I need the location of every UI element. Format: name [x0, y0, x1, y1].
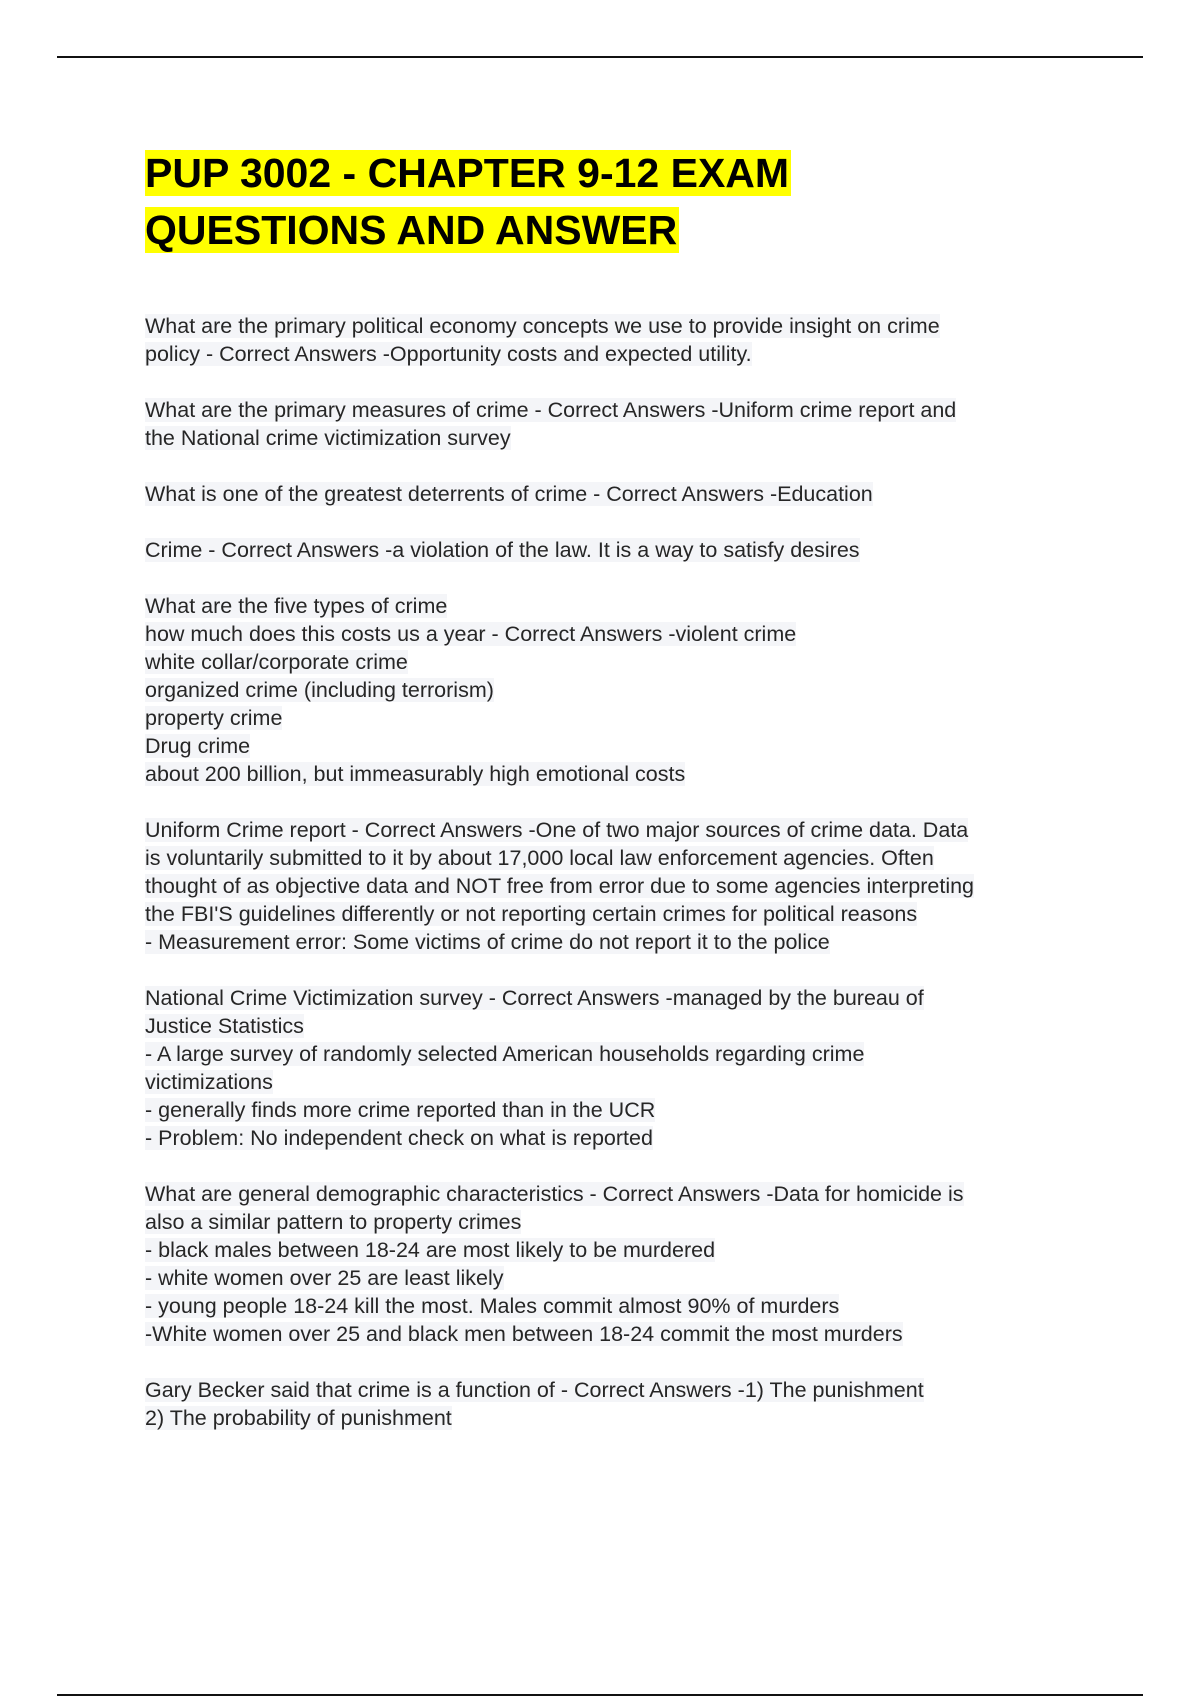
qa-line: [145, 1096, 1095, 1124]
qa-line-text: is voluntarily submitted to it by about 17,000 local law enforcement agencies. Often: [145, 846, 934, 870]
qa-line: [145, 1180, 1095, 1208]
qa-line-text: victimizations: [145, 1070, 273, 1094]
qa-line-text: Gary Becker said that crime is a function of - Correct Answers -1) The punishment: [145, 1378, 924, 1402]
qa-line-text: - black males between 18-24 are most likely to be murdered: [145, 1238, 716, 1262]
qa-line-text: policy - Correct Answers -Opportunity costs and expected utility.: [145, 342, 752, 366]
qa-line: [145, 620, 1095, 648]
qa-item: [145, 1376, 1095, 1432]
qa-line: [145, 1208, 1095, 1236]
qa-line-text: - A large survey of randomly selected American households regarding crime: [145, 1042, 865, 1066]
qa-line-text: - young people 18-24 kill the most. Males commit almost 90% of murders: [145, 1294, 840, 1318]
qa-line-text: 2) The probability of punishment: [145, 1406, 452, 1430]
qa-line-text: What are the primary political economy concepts we use to provide insight on crime: [145, 314, 940, 338]
qa-line-text: the National crime victimization survey: [145, 426, 511, 450]
qa-line: [145, 1012, 1095, 1040]
qa-item: [145, 480, 1095, 508]
qa-line-text: Crime - Correct Answers -a violation of the law. It is a way to satisfy desires: [145, 538, 860, 562]
qa-line: [145, 312, 1095, 340]
qa-line: [145, 928, 1095, 956]
qa-line: [145, 732, 1095, 760]
bottom-rule: [57, 1694, 1143, 1696]
qa-item: [145, 984, 1095, 1152]
title-highlight: QUESTIONS AND ANSWER: [145, 207, 678, 253]
qa-line-text: Uniform Crime report - Correct Answers -One of two major sources of crime data. Data: [145, 818, 969, 842]
qa-line-text: National Crime Victimization survey - Correct Answers -managed by the bureau of: [145, 986, 924, 1010]
qa-line: [145, 1236, 1095, 1264]
qa-line: [145, 1264, 1095, 1292]
qa-line: [145, 396, 1095, 424]
qa-line-text: -White women over 25 and black men between 18-24 commit the most murders: [145, 1322, 903, 1346]
qa-line-text: organized crime (including terrorism): [145, 678, 494, 702]
qa-item: [145, 396, 1095, 452]
qa-line: [145, 704, 1095, 732]
qa-line-text: the FBI'S guidelines differently or not reporting certain crimes for political reasons: [145, 902, 918, 926]
qa-line: [145, 676, 1095, 704]
qa-line-text: - white women over 25 are least likely: [145, 1266, 504, 1290]
qa-line-text: about 200 billion, but immeasurably high emotional costs: [145, 762, 686, 786]
qa-line: [145, 816, 1095, 844]
qa-line: [145, 1068, 1095, 1096]
qa-item: [145, 1180, 1095, 1348]
qa-item: [145, 536, 1095, 564]
qa-line: [145, 648, 1095, 676]
title-line: [145, 145, 1095, 202]
qa-item: [145, 312, 1095, 368]
qa-line-text: property crime: [145, 706, 283, 730]
qa-list: [145, 312, 1095, 1432]
qa-line: [145, 1404, 1095, 1432]
qa-line-text: also a similar pattern to property crimes: [145, 1210, 522, 1234]
qa-line: [145, 536, 1095, 564]
qa-line: [145, 1040, 1095, 1068]
qa-line: [145, 1376, 1095, 1404]
title-line: [145, 202, 1095, 259]
title-highlight: PUP 3002 - CHAPTER 9-12 EXAM: [145, 150, 790, 196]
qa-line: [145, 984, 1095, 1012]
document-title: [145, 145, 1095, 259]
qa-line: [145, 1292, 1095, 1320]
qa-line-text: What are the five types of crime: [145, 594, 448, 618]
qa-line-text: What is one of the greatest deterrents of crime - Correct Answers -Education: [145, 482, 873, 506]
document-page: [145, 145, 1095, 1460]
qa-line-text: how much does this costs us a year - Correct Answers -violent crime: [145, 622, 797, 646]
qa-line: [145, 424, 1095, 452]
qa-line-text: Justice Statistics: [145, 1014, 304, 1038]
qa-line-text: - Measurement error: Some victims of crime do not report it to the police: [145, 930, 830, 954]
qa-line: [145, 592, 1095, 620]
qa-line: [145, 872, 1095, 900]
qa-item: [145, 816, 1095, 956]
qa-item: [145, 592, 1095, 788]
qa-line: [145, 1320, 1095, 1348]
qa-line-text: white collar/corporate crime: [145, 650, 408, 674]
qa-line-text: What are the primary measures of crime - Correct Answers -Uniform crime report and: [145, 398, 957, 422]
qa-line: [145, 480, 1095, 508]
qa-line: [145, 760, 1095, 788]
qa-line-text: Drug crime: [145, 734, 251, 758]
qa-line-text: thought of as objective data and NOT free from error due to some agencies interpreting: [145, 874, 975, 898]
qa-line-text: - Problem: No independent check on what is reported: [145, 1126, 653, 1150]
qa-line: [145, 844, 1095, 872]
qa-line: [145, 900, 1095, 928]
qa-line: [145, 340, 1095, 368]
qa-line-text: What are general demographic characteristics - Correct Answers -Data for homicide is: [145, 1182, 964, 1206]
qa-line: [145, 1124, 1095, 1152]
top-rule: [57, 56, 1143, 58]
qa-line-text: - generally finds more crime reported than in the UCR: [145, 1098, 656, 1122]
